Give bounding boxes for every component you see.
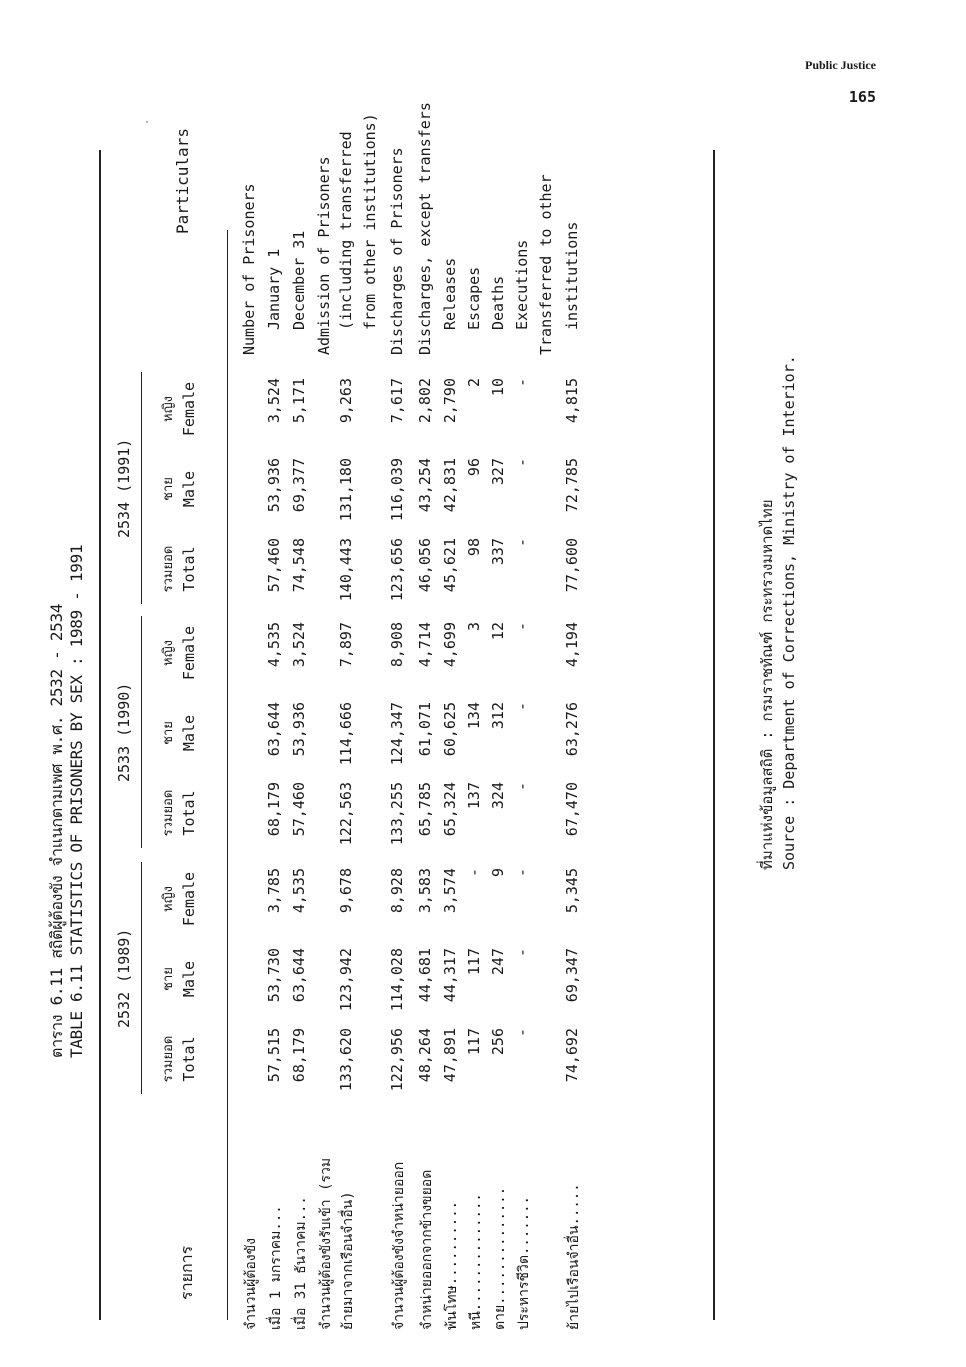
column-header (157, 774, 198, 852)
column-header-thai: รวมยอด (161, 545, 176, 593)
table-cell: - (465, 868, 483, 878)
table-cell: 2,790 (441, 378, 459, 424)
source-english: Source : Department of Corrections, Ministry of Interior. (780, 355, 798, 870)
table-cell: 60,625 (441, 702, 459, 757)
table-cell: - (513, 458, 531, 468)
column-header-english: Male (180, 470, 198, 508)
table-cell: 2 (465, 378, 483, 388)
table-cell: 69,377 (290, 458, 308, 513)
table-cell: 74,692 (563, 1028, 581, 1083)
header-rule (227, 230, 228, 1320)
table-cell: 140,443 (337, 538, 355, 602)
table-cell: 46,056 (416, 538, 434, 593)
column-header (157, 940, 198, 1018)
row-label-thai: ย้ายมาจากเรือนจำอื่น) (340, 1191, 356, 1330)
table-cell: 43,254 (416, 458, 434, 513)
table-cell: 63,276 (563, 702, 581, 757)
column-header-thai: รวมยอด (161, 789, 176, 837)
table-cell: 48,264 (416, 1028, 434, 1083)
row-label-thai: ประหารชีวิต....... (516, 1196, 532, 1330)
row-label-english: Releases (441, 257, 459, 330)
table-cell: 42,831 (441, 458, 459, 513)
row-label-english: Escapes (465, 266, 483, 330)
row-label-thai: จำนวนผู้ต้องขัง (243, 1237, 259, 1330)
table-cell: - (513, 378, 531, 388)
table-cell: 4,535 (265, 622, 283, 668)
table-cell: 337 (489, 538, 507, 566)
table-cell: 7,897 (337, 622, 355, 668)
table-cell: 9 (489, 868, 507, 878)
row-label-thai: เมื่อ 31 ธันวาคม... (293, 1196, 309, 1330)
table-cell: 67,470 (563, 782, 581, 837)
table-cell: 114,028 (388, 948, 406, 1012)
table-cell: 247 (489, 948, 507, 976)
table-cell: 4,815 (563, 378, 581, 424)
table-cell: - (513, 782, 531, 792)
section-header: Public Justice (805, 58, 876, 72)
row-label-english: Discharges, except transfers (416, 102, 434, 355)
column-header-english: Total (180, 790, 198, 836)
table-cell: - (513, 1028, 531, 1038)
table-cell: 69,347 (563, 948, 581, 1003)
column-header (157, 860, 198, 938)
particulars-header: Particulars (173, 128, 192, 234)
column-header-thai: หญิง (161, 886, 176, 912)
table-cell: 68,179 (265, 782, 283, 837)
table-cell: 312 (489, 702, 507, 730)
table-cell: 256 (489, 1028, 507, 1056)
table-cell: 74,548 (290, 538, 308, 593)
row-label-english: Number of Prisoners (240, 183, 258, 355)
year-group-rule (141, 616, 142, 848)
table-cell: 57,460 (265, 538, 283, 593)
row-label-english: Transferred to other (537, 174, 555, 355)
table-cell: 2,802 (416, 378, 434, 424)
table-cell: 5,171 (290, 378, 308, 424)
table-cell: 65,324 (441, 782, 459, 837)
table-cell: 44,317 (441, 948, 459, 1003)
row-label-thai: ตาย.............. (492, 1186, 508, 1330)
table-cell: 65,785 (416, 782, 434, 837)
year-header: 2532 (1989) (115, 928, 133, 1028)
table-cell: 57,460 (290, 782, 308, 837)
column-header (157, 450, 198, 528)
row-label-thai: พ้นโทษ.......... (444, 1200, 460, 1330)
row-label-thai: หนี.............. (468, 1193, 484, 1330)
table-cell: 3,574 (441, 868, 459, 914)
column-header-english: Female (180, 381, 198, 437)
table-cell: 327 (489, 458, 507, 486)
table-cell: 116,039 (388, 458, 406, 522)
column-header (157, 614, 198, 692)
row-label-english: from other institutions) (361, 113, 379, 330)
table-title-english: TABLE 6.11 STATISTICS OF PRISONERS BY SEX : 1989 - 1991 (67, 544, 86, 1058)
row-label-thai: เมื่อ 1 มกราคม... (268, 1205, 284, 1330)
table-cell: 47,891 (441, 1028, 459, 1083)
table-cell: 63,644 (265, 702, 283, 757)
row-label-english: (including transferred (337, 131, 355, 330)
table-cell: 7,617 (388, 378, 406, 424)
table-cell: 117 (465, 1028, 483, 1056)
table-cell: - (513, 948, 531, 958)
table-cell: 124,347 (388, 702, 406, 766)
table-cell: 4,699 (441, 622, 459, 668)
table-cell: 44,681 (416, 948, 434, 1003)
table-cell: 137 (465, 782, 483, 810)
table-cell: 9,263 (337, 378, 355, 424)
table-cell: 123,942 (337, 948, 355, 1012)
table-cell: 98 (465, 538, 483, 557)
table-cell: 4,714 (416, 622, 434, 668)
column-header (157, 370, 198, 448)
table-cell: - (513, 868, 531, 878)
column-header-thai: ชาย (161, 477, 176, 501)
row-label-english: Deaths (489, 275, 507, 330)
table-cell: 53,936 (265, 458, 283, 513)
table-cell: 61,071 (416, 702, 434, 757)
table-cell: 4,194 (563, 622, 581, 668)
column-header (157, 530, 198, 608)
table-cell: 53,730 (265, 948, 283, 1003)
table-cell: 4,535 (290, 868, 308, 914)
table-cell: 3,524 (290, 622, 308, 668)
table-cell: 122,563 (337, 782, 355, 846)
column-header-english: Female (180, 625, 198, 681)
column-header (157, 1020, 198, 1098)
table-cell: 133,620 (337, 1028, 355, 1092)
source-thai: ที่มาแห่งข้อมูลสถิติ : กรมราชทัณฑ์ กระทรวงมหาดไทย (758, 499, 776, 870)
column-header (157, 694, 198, 772)
table-cell: 324 (489, 782, 507, 810)
column-header-thai: หญิง (161, 640, 176, 666)
row-label-english: institutions (563, 221, 581, 330)
scan-speck (146, 121, 148, 123)
row-label-thai: จำนวนผู้ต้องขังจำหน่ายออก (391, 1161, 407, 1330)
row-label-thai: จำนวนผู้ต้องขังรับเข้า (รวม (318, 1157, 334, 1330)
table-cell: 12 (489, 622, 507, 641)
page-number: 165 (848, 88, 876, 106)
table-cell: 10 (489, 378, 507, 397)
row-label-thai: ย้ายไปเรือนจำอื่น..... (566, 1183, 582, 1330)
table-cell: 123,656 (388, 538, 406, 602)
table-cell: 134 (465, 702, 483, 730)
table-cell: 45,621 (441, 538, 459, 593)
table-cell: 131,180 (337, 458, 355, 522)
top-rule (99, 150, 101, 1320)
bottom-rule (713, 150, 715, 1320)
table-cell: 68,179 (290, 1028, 308, 1083)
row-label-english: Admission of Prisoners (315, 156, 333, 355)
row-label-thai: จำหน่ายออกจากข้างขยอด (419, 1169, 435, 1330)
year-header: 2533 (1990) (115, 682, 133, 782)
table-cell: 57,515 (265, 1028, 283, 1083)
row-label-english: December 31 (290, 230, 308, 330)
items-header: รายการ (177, 1245, 196, 1300)
table-cell: 3,524 (265, 378, 283, 424)
column-header-english: Male (180, 714, 198, 752)
row-label-english: January 1 (265, 248, 283, 330)
column-header-thai: รวมยอด (161, 1035, 176, 1083)
table-cell: 8,928 (388, 868, 406, 914)
rotated-table-page (45, 102, 905, 1330)
table-cell: 3,785 (265, 868, 283, 914)
table-cell: 5,345 (563, 868, 581, 914)
table-cell: - (513, 538, 531, 548)
table-title-thai: ตาราง 6.11 สถิติผู้ต้องขัง จำแนกตามเพศ พ.ศ. 2532 - 2534 (47, 603, 66, 1058)
row-label-english: Discharges of Prisoners (388, 147, 406, 355)
table-cell: 8,908 (388, 622, 406, 668)
column-header-english: Female (180, 871, 198, 927)
year-group-rule (141, 372, 142, 604)
table-cell: 117 (465, 948, 483, 976)
table-cell: 114,666 (337, 702, 355, 766)
table-cell: 96 (465, 458, 483, 477)
table-cell: 63,644 (290, 948, 308, 1003)
table-cell: 133,255 (388, 782, 406, 846)
table-cell: 53,936 (290, 702, 308, 757)
table-cell: 3 (465, 622, 483, 632)
table-cell: 72,785 (563, 458, 581, 513)
column-header-thai: ชาย (161, 721, 176, 745)
column-header-english: Total (180, 1036, 198, 1082)
column-header-thai: หญิง (161, 396, 176, 422)
table-cell: - (513, 702, 531, 712)
year-header: 2534 (1991) (115, 438, 133, 538)
table-cell: - (513, 622, 531, 632)
table-cell: 122,956 (388, 1028, 406, 1092)
year-group-rule (141, 862, 142, 1094)
table-cell: 77,600 (563, 538, 581, 593)
table-cell: 3,583 (416, 868, 434, 914)
row-label-english: Executions (513, 239, 531, 330)
column-header-english: Total (180, 546, 198, 592)
table-cell: 9,678 (337, 868, 355, 914)
column-header-english: Male (180, 960, 198, 998)
column-header-thai: ชาย (161, 967, 176, 991)
